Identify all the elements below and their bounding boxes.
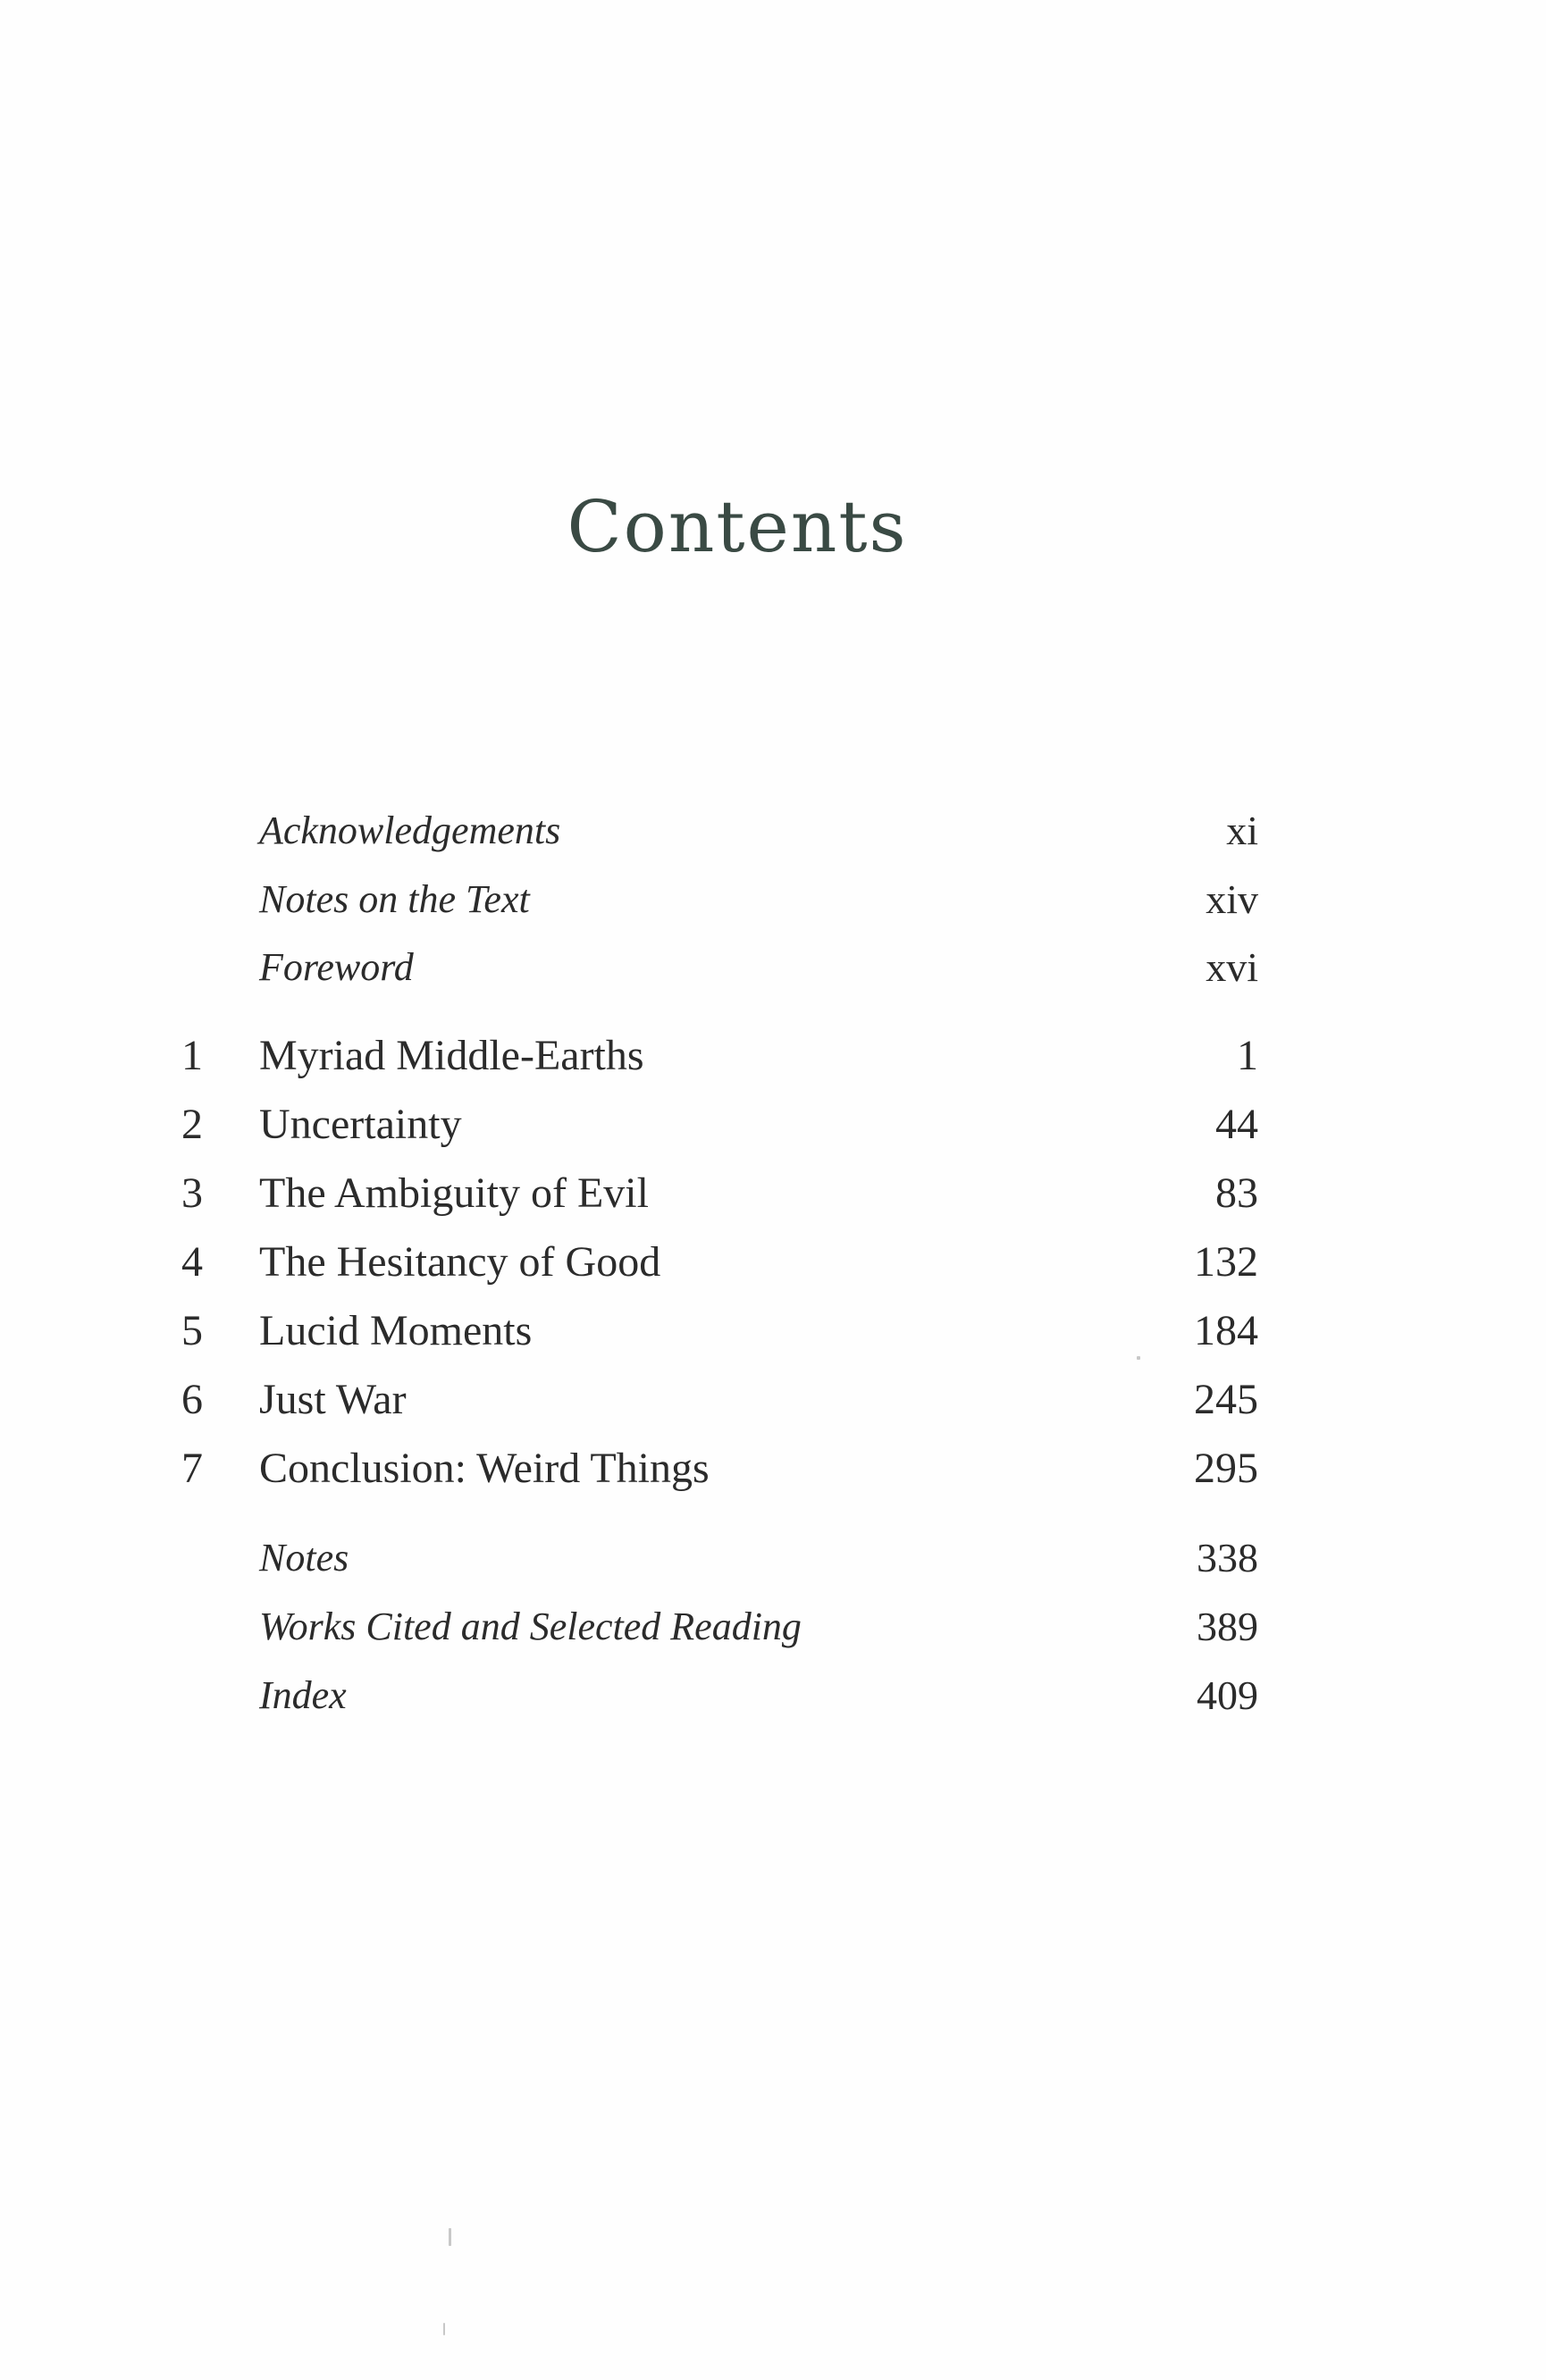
toc-entry-label: Lucid Moments bbox=[259, 1307, 533, 1354]
toc-entry-page: 409 bbox=[1197, 1672, 1258, 1718]
toc-entry-label: Just War bbox=[259, 1376, 407, 1423]
toc-entry-label: Conclusion: Weird Things bbox=[259, 1445, 710, 1492]
toc-entry-front bbox=[0, 868, 1546, 931]
toc-entry-label: Uncertainty bbox=[259, 1101, 462, 1148]
toc-entry-chapter bbox=[0, 1094, 1546, 1156]
scan-speck bbox=[443, 2323, 445, 2335]
toc-entry-page: xi bbox=[1226, 808, 1258, 853]
toc-entry-back bbox=[0, 1596, 1546, 1658]
toc-entry-page: 245 bbox=[1194, 1376, 1258, 1423]
chapter-number: 7 bbox=[181, 1445, 203, 1492]
toc-entry-label: Notes bbox=[259, 1536, 349, 1580]
toc-entry-page: 44 bbox=[1215, 1101, 1258, 1148]
toc-entry-page: 295 bbox=[1194, 1445, 1258, 1492]
toc-entry-page: xvi bbox=[1206, 944, 1258, 990]
chapter-number: 6 bbox=[181, 1376, 203, 1423]
toc-entry-page: xiv bbox=[1206, 876, 1258, 922]
toc-entry-label: The Ambiguity of Evil bbox=[259, 1169, 649, 1217]
toc-entry-page: 338 bbox=[1197, 1535, 1258, 1580]
toc-entry-label: Works Cited and Selected Reading bbox=[259, 1605, 802, 1648]
toc-entry-chapter bbox=[0, 1300, 1546, 1362]
toc-entry-page: 389 bbox=[1197, 1604, 1258, 1649]
toc-entry-front bbox=[0, 800, 1546, 862]
toc-entry-label: Index bbox=[259, 1673, 347, 1717]
toc-entry-chapter bbox=[0, 1231, 1546, 1294]
toc-entry-label: The Hesitancy of Good bbox=[259, 1238, 661, 1286]
scan-speck bbox=[449, 2228, 451, 2246]
toc-entry-page: 83 bbox=[1215, 1169, 1258, 1217]
chapter-number: 1 bbox=[181, 1032, 203, 1079]
toc-entry-chapter bbox=[0, 1369, 1546, 1431]
page-title: Contents bbox=[567, 485, 908, 568]
toc-entry-chapter bbox=[0, 1437, 1546, 1500]
toc-entry-page: 132 bbox=[1194, 1238, 1258, 1286]
toc-entry-back bbox=[0, 1664, 1546, 1727]
chapter-number: 2 bbox=[181, 1101, 203, 1148]
toc-entry-page: 184 bbox=[1194, 1307, 1258, 1354]
chapter-number: 4 bbox=[181, 1238, 203, 1286]
toc-entry-chapter bbox=[0, 1162, 1546, 1225]
toc-entry-label: Foreword bbox=[259, 945, 414, 989]
toc-entry-label: Myriad Middle-Earths bbox=[259, 1032, 644, 1079]
toc-entry-back bbox=[0, 1527, 1546, 1589]
scan-speck bbox=[1137, 1356, 1140, 1360]
toc-entry-chapter bbox=[0, 1025, 1546, 1087]
toc-entry-label: Notes on the Text bbox=[259, 877, 530, 921]
toc-entry-page: 1 bbox=[1237, 1032, 1258, 1079]
toc-entry-front bbox=[0, 936, 1546, 999]
chapter-number: 3 bbox=[181, 1169, 203, 1217]
chapter-number: 5 bbox=[181, 1307, 203, 1354]
toc-entry-label: Acknowledgements bbox=[259, 809, 561, 852]
